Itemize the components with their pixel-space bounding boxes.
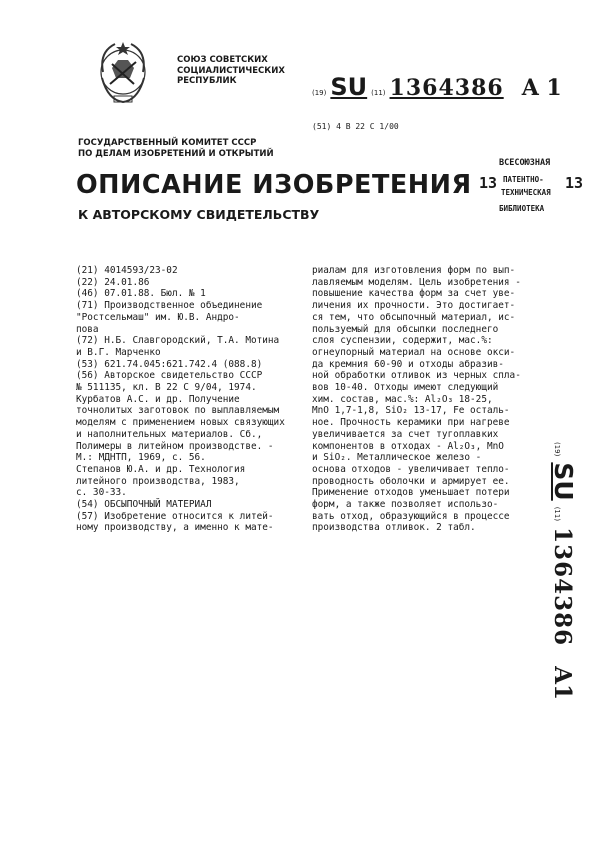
bibliographic-column	[76, 265, 301, 534]
pub-number: 1364386	[389, 75, 504, 101]
text-line: Курбатов А.С. и др. Получение	[76, 393, 240, 405]
text-line: и наполнительных материалов. Сб.,	[76, 428, 263, 440]
pub-num-code: (11)	[371, 89, 386, 97]
org-line: РЕСПУБЛИК	[177, 76, 237, 86]
text-line: и В.Г. Марченко	[76, 346, 161, 358]
stamp-line: БИБЛИОТЕКА	[499, 204, 545, 213]
text-line: М.: МДНТП, 1969, с. 56.	[76, 452, 206, 464]
text-line: моделям с применением новых связующих	[76, 417, 285, 429]
publication-number	[312, 73, 562, 101]
side-patent-number	[548, 442, 588, 722]
committee-line: ГОСУДАРСТВЕННЫЙ КОМИТЕТ СССР	[78, 138, 257, 148]
text-line: Степанов Ю.А. и др. Технология	[76, 463, 246, 475]
side-country-code: SU	[549, 462, 578, 501]
text-line: хим. состав, мас.%: Al₂O₃ 18-25,	[312, 393, 493, 405]
committee-block	[78, 138, 274, 159]
text-line: (72) Н.Б. Славгородский, Т.А. Мотина	[76, 335, 280, 347]
text-line: и SiO₂. Металлическое железо -	[312, 452, 482, 464]
text-line: ное. Прочность керамики при нагреве	[312, 417, 510, 429]
text-line: Применение отходов уменьшает потери	[312, 487, 510, 499]
text-line: лавляемым моделям. Цель изобретения -	[312, 276, 521, 288]
text-line: (22) 24.01.86	[76, 276, 150, 288]
text-line: пользуемый для обсыпки последнего	[312, 323, 499, 335]
stamp-line: ТЕХНИЧЕСКАЯ	[501, 188, 551, 197]
text-line: производства отливок. 2 табл.	[312, 522, 476, 534]
text-line: ся тем, что обсыпочный материал, ис-	[312, 311, 516, 323]
abstract-column	[312, 265, 537, 534]
text-line: компонентов в отходах - Al₂O₃, MnO	[312, 440, 504, 452]
text-line: вов 10-40. Отходы имеют следующий	[312, 382, 499, 394]
country-code-num: (19)	[312, 89, 327, 97]
side-country-code-num: (19)	[553, 442, 561, 457]
text-line: слоя суспензии, содержит, мас.%:	[312, 335, 493, 347]
text-line: ному производству, а именно к мате-	[76, 522, 274, 534]
text-line: "Ростсельмаш" им. Ю.В. Андро-	[76, 311, 240, 323]
text-line: ной обработки отливок из черных спла-	[312, 370, 521, 382]
text-line: литейного производства, 1983,	[76, 475, 240, 487]
text-line: личения их прочности. Это достигает-	[312, 300, 516, 312]
text-line: Полимеры в литейном производстве. -	[76, 440, 274, 452]
text-line: повышение качества форм за счет уве-	[312, 288, 516, 300]
stamp-bracket-right: 13	[565, 174, 584, 192]
stamp-line: ВСЕСОЮЗНАЯ	[499, 158, 551, 168]
side-kind-code: A1	[549, 666, 576, 700]
document-subtitle: К АВТОРСКОМУ СВИДЕТЕЛЬСТВУ	[78, 207, 320, 222]
text-line: огнеупорный материал на основе окси-	[312, 346, 516, 358]
text-line: (53) 621.74.045:621.742.4 (088.8)	[76, 358, 263, 370]
org-block	[177, 55, 285, 87]
text-line: форм, а также позволяет использо-	[312, 499, 499, 511]
org-line: СОЦИАЛИСТИЧЕСКИХ	[177, 65, 285, 76]
stamp-bracket-left: 13	[479, 174, 498, 192]
text-line: № 511135, кл. В 22 С 9/04, 1974.	[76, 382, 257, 394]
country-code: SU	[330, 73, 368, 101]
text-line: да кремния 60-90 и отходы абразив-	[312, 358, 504, 370]
document-title: ОПИСАНИЕ ИЗОБРЕТЕНИЯ	[76, 170, 472, 200]
org-line: СОЮЗ СОВЕТСКИХ	[177, 55, 268, 65]
text-line: проводность оболочки и армирует ее.	[312, 475, 510, 487]
text-line: (57) Изобретение относится к литей-	[76, 510, 274, 522]
library-stamp	[465, 152, 585, 222]
text-line: пова	[76, 323, 99, 335]
text-line: (54) ОБСЫПОЧНЫЙ МАТЕРИАЛ	[76, 499, 212, 511]
text-line: точнолитых заготовок по выплавляемым	[76, 405, 280, 417]
side-pub-number: 1364386	[549, 527, 576, 647]
stamp-line: ПАТЕНТНО-	[503, 175, 544, 184]
text-line: (71) Производственное объединение	[76, 300, 263, 312]
committee-line: ПО ДЕЛАМ ИЗОБРЕТЕНИЙ И ОТКРЫТИЙ	[78, 148, 274, 159]
text-line: (46) 07.01.88. Бюл. № 1	[76, 288, 206, 300]
text-line: (56) Авторское свидетельство СССР	[76, 370, 263, 382]
text-line: MnO 1,7-1,8, SiO₂ 13-17, Fe осталь-	[312, 405, 510, 417]
side-pub-num-code: (11)	[553, 506, 561, 522]
text-line: (21) 4014593/23-02	[76, 265, 178, 276]
text-line: основа отходов - увеличивает тепло-	[312, 463, 510, 475]
text-line: вать отход, образующийся в процессе	[312, 510, 510, 522]
text-line: риалам для изготовления форм по вып-	[312, 265, 516, 276]
kind-code: A 1	[521, 75, 562, 101]
text-line: увеличивается за счет тугоплавких	[312, 428, 499, 440]
text-line: с. 30-33.	[76, 487, 127, 499]
ipc-class: (51) 4 В 22 С 1/00	[312, 122, 399, 131]
ussr-emblem-icon	[88, 38, 158, 110]
